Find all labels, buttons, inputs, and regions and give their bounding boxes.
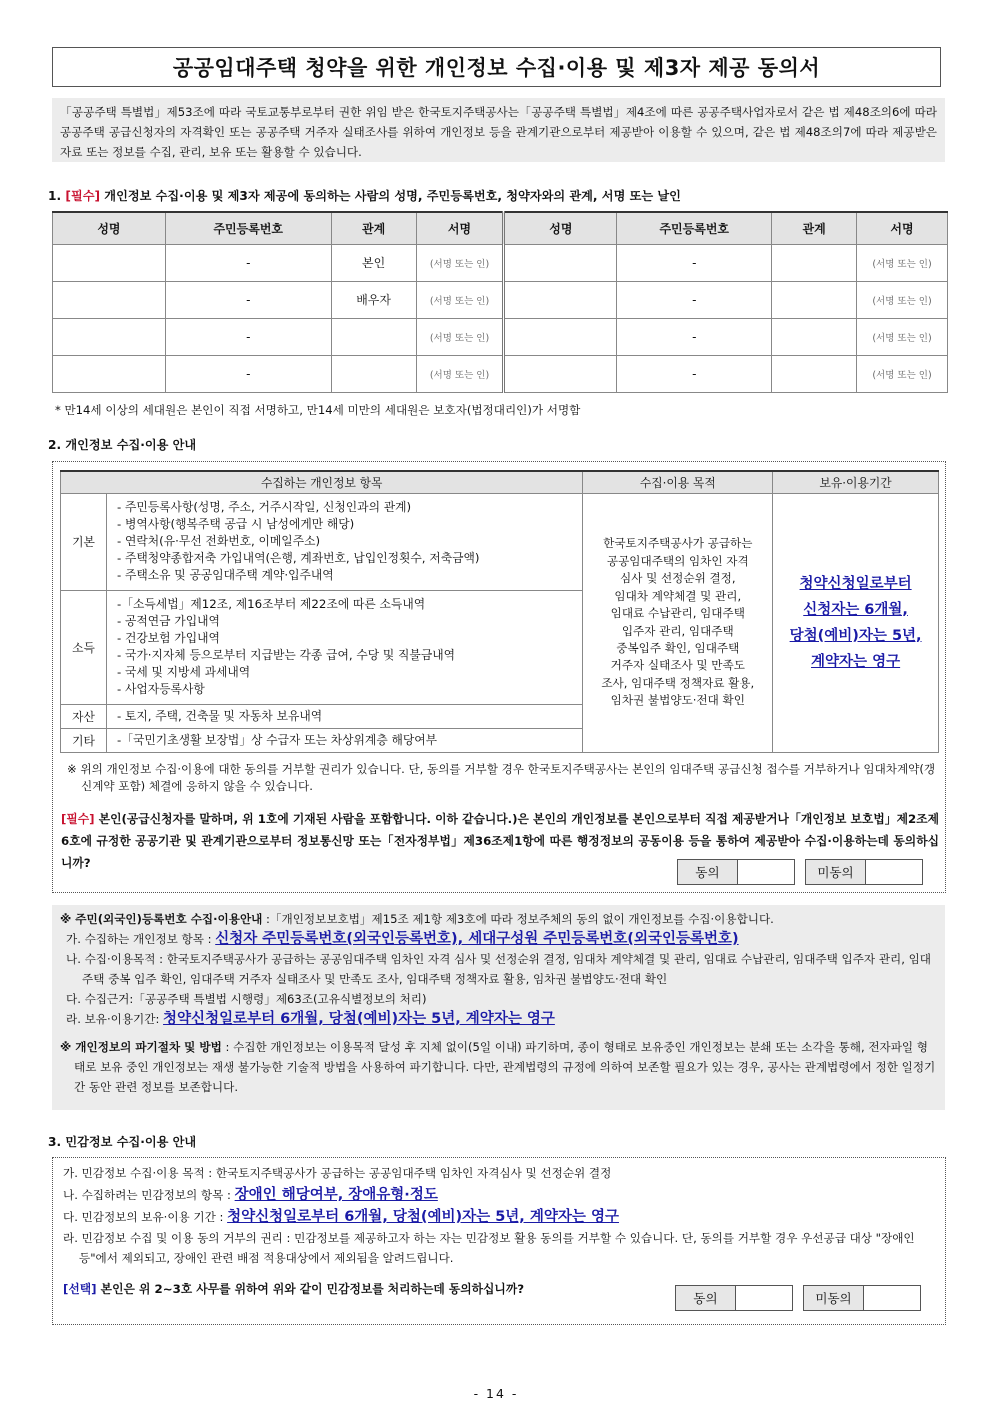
section3-title: 3. 민감정보 수집·이용 안내 [48,1135,197,1149]
consent-choice-2 [677,859,923,885]
name-field[interactable] [504,281,617,318]
signer-table-header: 성명 주민등록번호 관계 서명 성명 주민등록번호 관계 서명 [53,212,948,244]
category-basic: 기본 [61,493,107,590]
disagree-option[interactable]: 미동의 [805,859,923,885]
rrn-field[interactable]: - [617,355,772,392]
signature-note: * 만14세 이상의 세대원은 본인이 직접 서명하고, 만14세 미만의 세대원은 보호자(법정대리인)가 서명함 [55,403,581,417]
rrn-field[interactable]: - [617,244,772,281]
table-row [53,281,948,318]
relation-field[interactable]: 본인 [331,244,416,281]
intro-paragraph: 「공공주택 특별법」제53조에 따라 국토교통부로부터 권한 위임 받은 한국토지주택공사는「공공주택 특별법」제4조에 따른 공공주택사업자로서 같은 법 제48조의6에 따라 공공주택 공급신청자의 자격확인 또는 공공주택 거주자 실태조사를 위하여 개인정보 등을 관계기관으로부터 제공받아 이용할 수 있으며, 같은 법 제48조의7에 따라 제공받은 자료 또는 정보를 수집, 관리, 보유 또는 활용할 수 있습니다. [52,98,945,162]
rrn-field[interactable]: - [617,281,772,318]
etc-item: -「국민기초생활 보장법」상 수급자 또는 차상위계층 해당여부 [106,728,582,752]
category-asset: 자산 [61,704,107,728]
rrn-period: 청약신청일로부터 6개월, 당첨(예비)자는 5년, 계약자는 영구 [163,1011,555,1027]
rrn-field[interactable]: - [165,244,331,281]
category-etc: 기타 [61,728,107,752]
sensitive-period: 청약신청일로부터 6개월, 당첨(예비)자는 5년, 계약자는 영구 [227,1209,619,1225]
name-field[interactable] [53,244,166,281]
sensitive-purpose: 가. 민감정보 수집·이용 목적 : 한국토지주택공사가 공급하는 공공임대주택 임차인 자격심사 및 선정순위 결정 [63,1166,612,1180]
sensitive-items: 장애인 해당여부, 장애유형·정도 [234,1187,438,1203]
page-title: 공공임대주택 청약을 위한 개인정보 수집·이용 및 제3자 제공 동의서 [52,47,941,87]
relation-field[interactable] [772,244,857,281]
signature-field[interactable]: (서명 또는 인) [857,355,948,392]
table-row [53,355,948,392]
name-field[interactable] [53,318,166,355]
relation-field[interactable]: 배우자 [331,281,416,318]
basic-items: - 주민등록사항(성명, 주소, 거주시작일, 신청인과의 관계) - 병역사항(행복주택 공급 시 남성에게만 해당) - 연락처(유·무선 전화번호, 이메일주소) - 주택청약종합저축 가입내역(은행, 계좌번호, 납입인정횟수, 저축금액) - 주택소유 및 공공임대주택 계약·입주내역 [106,493,582,590]
required-tag: [필수] [61,812,95,826]
asset-item: - 토지, 주택, 건축물 및 자동차 보유내역 [106,704,582,728]
signature-field[interactable]: (서명 또는 인) [857,244,948,281]
page-number: - 14 - [473,1386,519,1401]
rrn-items: 신청자 주민등록번호(외국인등록번호), 세대구성원 주민등록번호(외국인등록번호) [215,931,739,947]
destruction-notice: ※ 개인정보의 파기절차 및 방법 : 수집한 개인정보는 이용목적 달성 후 지체 없이(5일 이내) 파기하며, 종이 형태로 보유중인 개인정보는 분쇄 또는 소각을 통해, 전자파일 형태로 보유 중인 개인정보는 재생 불가능한 기술적 방법을 사용하여 파기합니다. 다만, 관계법령의 규정에 의하여 보존할 필요가 있는 경우, 공사는 관계법령에서 정한 일정기간 동안 관련 정보를 보존합니다. [60,1040,936,1094]
name-field[interactable] [504,355,617,392]
signature-field[interactable]: (서명 또는 인) [416,244,504,281]
name-field[interactable] [53,281,166,318]
section2-box [52,461,946,893]
rrn-field[interactable]: - [165,318,331,355]
consent-choice-3 [675,1285,921,1311]
rrn-notice-head: ※ 주민(외국인)등록번호 수집·이용안내 :「개인정보보호법」제15조 제1항 제3호에 따라 정보주체의 동의 없이 개인정보를 수집·이용합니다. [60,912,774,926]
optional-tag: [선택] [63,1282,97,1296]
signature-field[interactable]: (서명 또는 인) [416,318,504,355]
name-field[interactable] [504,244,617,281]
refusal-right-notice: ※ 위의 개인정보 수집·이용에 대한 동의를 거부할 권리가 있습니다. 단, 동의를 거부할 경우 한국토지주택공사는 본인의 임대주택 공급신청 접수를 거부하거나 임대차계약(갱신계약 포함) 체결에 응하지 않을 수 있습니다. [67,762,936,793]
section3-box: 가. 민감정보 수집·이용 목적 : 한국토지주택공사가 공급하는 공공임대주택 임차인 자격심사 및 선정순위 결정 나. 수집하려는 민감정보의 항목 : 장애인 해당여부, 장애유형·정도 다. 민감정보의 보유·이용 기간 : 청약신청일로부터 6개월, 당첨(예비)자는 5년, 계약자는 영구 라. 민감정보 수집 및 이용 동의 거부의 권리 : 민감정보를 제공하고자 하는 자는 민감정보 활용 동의를 거부할 수 있습니다. 단, 동의를 거부할 경우 우선공급 대상 "장애인 등"에서 제외되고, 장애인 관련 배점 적용대상에서 제외됨을 알려드립니다. [선택] 본인은 위 2~3호 사무를 위하여 위와 같이 민감정보를 처리하는데 동의하십니까? 동의 미동의 [52,1157,946,1325]
table-row [53,244,948,281]
signature-field[interactable]: (서명 또는 인) [857,281,948,318]
rrn-field[interactable]: - [165,355,331,392]
category-income: 소득 [61,590,107,704]
agree-checkbox[interactable] [736,1286,792,1310]
section2-title: 2. 개인정보 수집·이용 안내 [48,438,197,452]
income-items: -「소득세법」제12조, 제16조부터 제22조에 따른 소득내역 - 공적연금 가입내역 - 건강보험 가입내역 - 국가·지자체 등으로부터 지급받는 각종 급여, 수당 및 직불금내역 - 국세 및 지방세 과세내역 - 사업자등록사항 [106,590,582,704]
signature-field[interactable]: (서명 또는 인) [416,281,504,318]
disagree-checkbox[interactable] [864,1286,920,1310]
table-row [53,318,948,355]
signer-table [52,211,948,393]
agree-option[interactable]: 동의 [677,859,795,885]
relation-field[interactable] [331,318,416,355]
rrn-basis: 다. 수집근거:「공공주택 특별법 시행령」제63조(고유식별정보의 처리) [66,992,427,1006]
section1-title: 1. [필수] 개인정보 수집·이용 및 제3자 제공에 동의하는 사람의 성명, 주민등록번호, 청약자와의 관계, 서명 또는 날인 [48,189,681,203]
relation-field[interactable] [331,355,416,392]
agree-option[interactable]: 동의 [675,1285,793,1311]
collection-purpose: 한국토지주택공사가 공급하는 공공임대주택의 임차인 자격 심사 및 선정순위 결정, 임대차 계약체결 및 관리, 임대료 수납관리, 임대주택 입주자 관리, 임대주택 중복입주 확인, 임대주택 거주자 실태조사 및 만족도 조사, 임대주택 정책자료 활용, 임차권 불법양도·전대 확인 [583,493,773,752]
relation-field[interactable] [772,355,857,392]
sensitive-refusal: 라. 민감정보 수집 및 이용 동의 거부의 권리 : 민감정보를 제공하고자 하는 자는 민감정보 활용 동의를 거부할 수 있습니다. 단, 동의를 거부할 경우 우선공급 대상 "장애인 등"에서 제외되고, 장애인 관련 배점 적용대상에서 제외됨을 알려드립니다. [63,1231,915,1265]
rrn-purpose: 나. 수집·이용목적 : 한국토지주택공사가 공급하는 공공임대주택 임차인 자격 심사 및 선정순위 결정, 임대차 계약체결 및 관리, 임대료 수납관리, 임대주택 입주자 관리, 임대주택 중복 입주 확인, 임대주택 거주자 실태조사 및 만족도 조사, 임대주택 정책자료 활용, 임차권 불법양도·전대 확인 [66,952,931,986]
disagree-checkbox[interactable] [866,860,922,884]
rrn-field[interactable]: - [617,318,772,355]
retention-period: 청약신청일로부터 신청자는 6개월, 당첨(예비)자는 5년, 계약자는 영구 [773,493,939,752]
relation-field[interactable] [772,318,857,355]
disagree-option[interactable]: 미동의 [803,1285,921,1311]
required-consent-question: [필수] 본인(공급신청자를 말하며, 위 1호에 기재된 사람을 포함합니다. 이하 같습니다.)은 본인의 개인정보를 본인으로부터 직접 제공받거나「개인정보 보호법」제2조제6호에 규정한 공공기관 및 관계기관으로부터 정보통신망 또는「전자정부법」제36조제1항에 따른 행정정보의 공동이용 등을 통하여 제공받아 수집·이용하는데 동의하십니까? [61,812,939,870]
rrn-field[interactable]: - [165,281,331,318]
relation-field[interactable] [772,281,857,318]
optional-consent-question: [선택] 본인은 위 2~3호 사무를 위하여 위와 같이 민감정보를 처리하는데 동의하십니까? [63,1282,525,1296]
signature-field[interactable]: (서명 또는 인) [857,318,948,355]
signature-field[interactable]: (서명 또는 인) [416,355,504,392]
name-field[interactable] [504,318,617,355]
agree-checkbox[interactable] [738,860,794,884]
required-tag: [필수] [65,189,101,203]
rrn-notice-box: ※ 주민(외국인)등록번호 수집·이용안내 :「개인정보보호법」제15조 제1항 제3호에 따라 정보주체의 동의 없이 개인정보를 수집·이용합니다. 가. 수집하는 개인정보 항목 : 신청자 주민등록번호(외국인등록번호), 세대구성원 주민등록번호(외국인등록번호) 나. 수집·이용목적 : 한국토지주택공사가 공급하는 공공임대주택 임차인 자격 심사 및 선정순위 결정, 임대차 계약체결 및 관리, 임대료 수납관리, 임대주택 입주자 관리, 임대주택 중복 입주 확인, 임대주택 거주자 실태조사 및 만족도 조사, 임대주택 정책자료 활용, 임차권 불법양도·전대 확인 다. 수집근거:「공공주택 특별법 시행령」제63조(고유식별정보의 처리) 라. 보유·이용기간: 청약신청일로부터 6개월, 당첨(예비)자는 5년, 계약자는 영구 ※ 개인정보의 파기절차 및 방법 : 수집한 개인정보는 이용목적 달성 후 지체 없이(5일 이내) 파기하며, 종이 형태로 보유중인 개인정보는 분쇄 또는 소각을 통해, 전자파일 형태로 보유 중인 개인정보는 재생 불가능한 기술적 방법을 사용하여 파기합니다. 다만, 관계법령의 규정에 의하여 보존할 필요가 있는 경우, 공사는 관계법령에서 정한 일정기간 동안 관련 정보를 보존합니다. [52,905,945,1110]
info-collection-table: 수집하는 개인정보 항목 수집·이용 목적 보유·이용기간 기본 - 주민등록사항(성명, 주소, 거주시작일, 신청인과의 관계) - 병역사항(행복주택 공급 시 남성에게만 해당) - 연락처(유·무선 전화번호, 이메일주소) - 주택청약종합저축 가입내역(은행, 계좌번호, 납입인정횟수, 저축금액) - 주택소유 및 공공임대주택 계약·입주내역 한국토지주택공사가 공급하는 공공임대주택의 임차인 자격 심사 및 선정순위 결정, 임대차 계약체결 및 관리, 임대료 수납관리, 임대주택 입주자 관리, 임대주택 중복입주 확인, 임대주택 거주자 실태조사 및 만족도 조사, 임대주택 정책자료 활용, 임차권 불법양도·전대 확인 청약신청일로부터 신청자는 6개월, 당첨(예비)자는 5년, 계약자는 영구 소득 -「소득세법」제12조, 제16조부터 제22조에 따른 소득내역 - 공적연금 가입내역 - 건강보험 가입내역 - 국가·지자체 등으로부터 지급받는 각종 급여, 수당 및 직불금내역 - 국세 및 지방세 과세내역 - 사업자등록사항 자산 - 토지, 주택, 건축물 및 자동차 보유내역 기타 -「국민기초생활 보장법」상 수급자 또는 차상위계층 해당여부 [60,470,939,753]
name-field[interactable] [53,355,166,392]
